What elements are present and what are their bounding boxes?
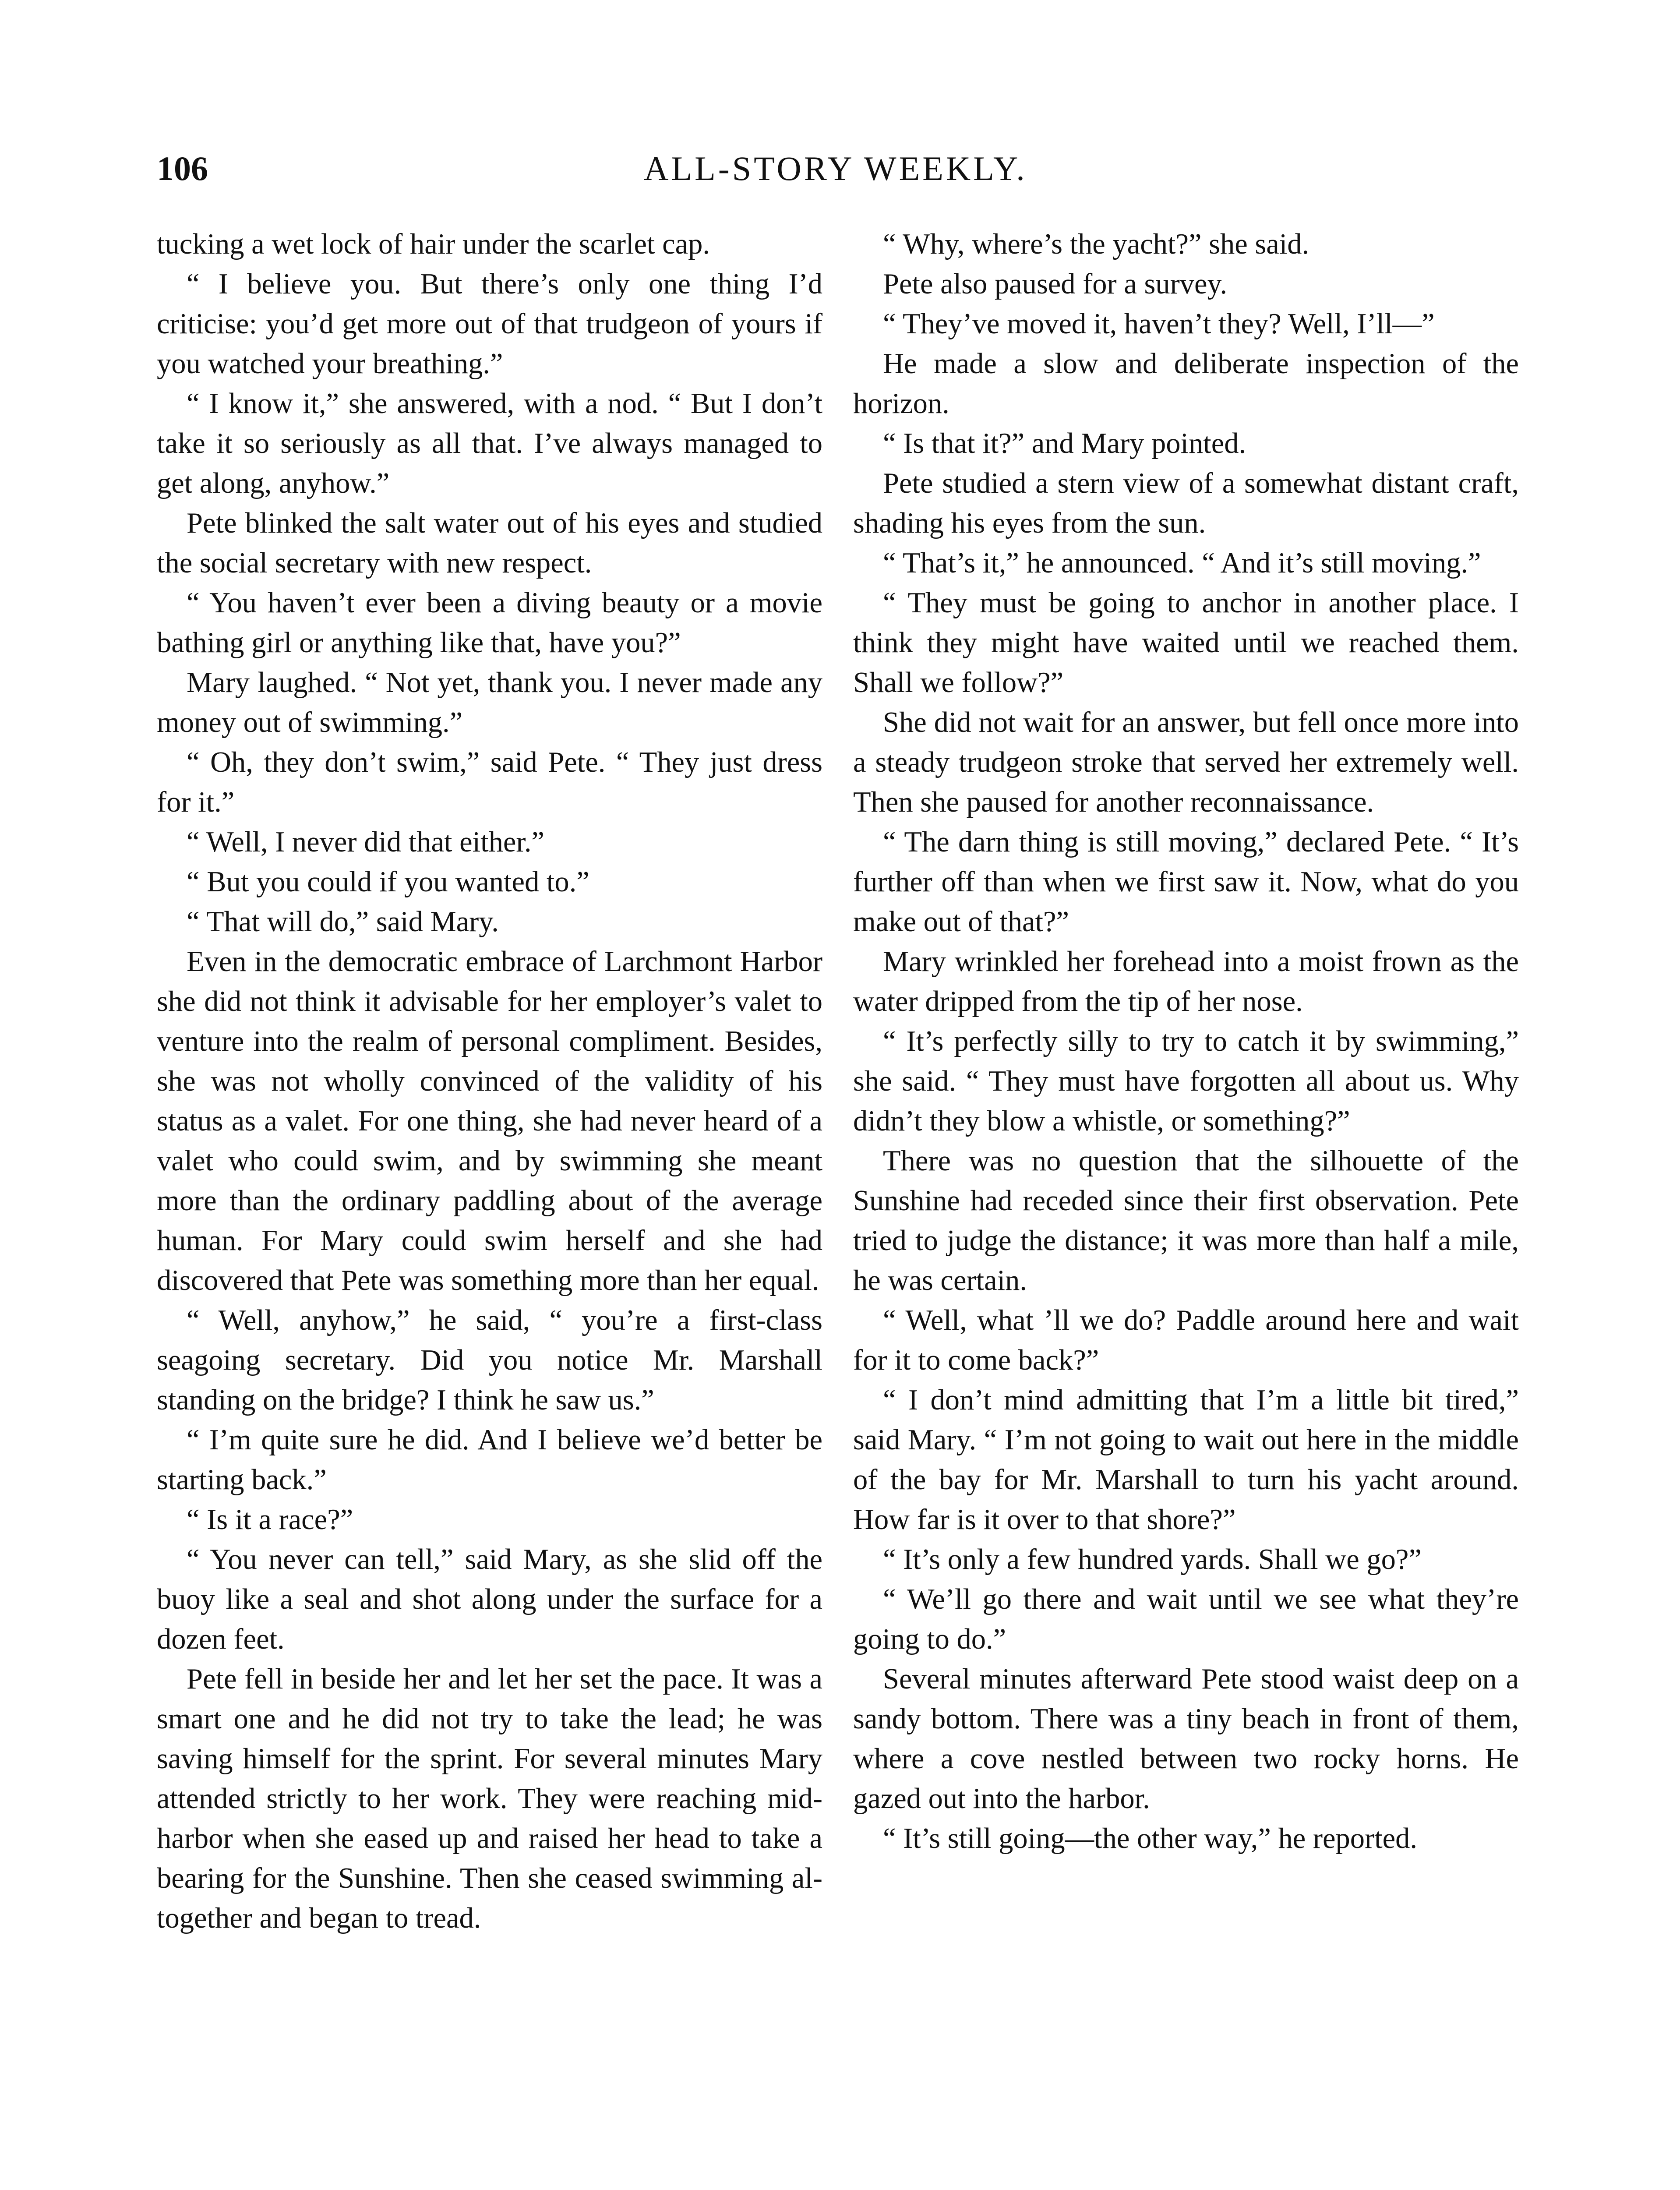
paragraph: “ Oh, they don’t swim,” said Pete. “ They just dress for it.” bbox=[157, 746, 822, 818]
paragraph: “ That’s it,” he announced. “ And it’s still moving.” bbox=[883, 547, 1481, 579]
paragraph: Even in the democratic embrace of Larchmont Harbor she did not think it advisable for her employer’s valet to venture into the realm of personal compliment. Besides, she was not wholly convinced of the validity of his status as a valet. For one thing, she had never heard of a valet who could swim, and by swimming she meant more than the ordinary paddling about of the average human. For Mary could swim herself and she had discovered that Pete was something more than her equal. bbox=[157, 946, 822, 1296]
paragraph: “ It’s perfectly silly to try to catch it by swimming,” she said. “ They must have forgotten all about us. Why didn’t they blow a whistle, or something?” bbox=[853, 1025, 1519, 1137]
paragraph: “ It’s still going—the other way,” he reported. bbox=[883, 1823, 1418, 1854]
paragraph: Pete fell in beside her and let her set the pace. It was a smart one and he did not try to take the lead; he was saving himself for the sprint. For several minutes Mary attended strictly to her work. They were reaching mid-harbor when she eased up and raised her head to take a bearing for the Sunshine. Then she ceased swimming altogether and began to tread. bbox=[157, 1663, 822, 1934]
paragraph: “ I know it,” she answered, with a nod. “ But I don’t take it so seriously as all that. I’ve always managed to get along, anyhow.” bbox=[157, 388, 822, 499]
paragraph: Pete blinked the salt water out of his eyes and studied the social secretary with new respect. bbox=[157, 507, 822, 579]
paragraph: “ Why, where’s the yacht?” she said. bbox=[883, 228, 1309, 260]
paragraph: “ I don’t mind admitting that I’m a little bit tired,” said Mary. “ I’m not going to wait out here in the middle of the bay for Mr. Marshall to turn his yacht around. How far is it over to that shore?” bbox=[853, 1384, 1519, 1536]
paragraph: Pete also paused for a survey. bbox=[883, 268, 1228, 300]
paragraph: Several minutes afterward Pete stood waist deep on a sandy bottom. There was a tiny beach in front of them, where a cove nestled between two rocky horns. He gazed out into the harbor. bbox=[853, 1663, 1519, 1815]
page-header bbox=[157, 145, 1514, 197]
running-title: ALL-STORY WEEKLY. bbox=[644, 149, 1027, 187]
right-column bbox=[853, 224, 1519, 1858]
paragraph: “ It’s only a few hundred yards. Shall we go?” bbox=[883, 1544, 1422, 1575]
paragraph: “ Well, I never did that either.” bbox=[187, 826, 544, 858]
paragraph: “ We’ll go there and wait until we see what they’re going to do.” bbox=[853, 1583, 1519, 1655]
paragraph: She did not wait for an answer, but fell once more into a steady trudgeon stroke that served her extremely well. Then she paused for another reconnaissance. bbox=[853, 706, 1519, 818]
paragraph: “ Is it a race?” bbox=[187, 1504, 353, 1536]
paragraph: tucking a wet lock of hair under the scarlet cap. bbox=[157, 228, 710, 260]
paragraph: “ Well, what ’ll we do? Paddle around here and wait for it to come back?” bbox=[853, 1304, 1519, 1376]
paragraph: “ You haven’t ever been a diving beauty or a movie bathing girl or anything like that, have you?” bbox=[157, 587, 822, 659]
paragraph: “ They must be going to anchor in another place. I think they might have waited until we reached them. Shall we follow?” bbox=[853, 587, 1519, 699]
paragraph: “ I’m quite sure he did. And I believe we’d better be starting back.” bbox=[157, 1424, 822, 1496]
paragraph: Mary laughed. “ Not yet, thank you. I never made any money out of swimming.” bbox=[157, 667, 822, 738]
paragraph: “ That will do,” said Mary. bbox=[187, 906, 499, 938]
paragraph: Pete studied a stern view of a somewhat distant craft, shading his eyes from the sun. bbox=[853, 467, 1519, 539]
left-column bbox=[157, 224, 822, 1938]
paragraph: “ Well, anyhow,” he said, “ you’re a first-class seagoing secretary. Did you notice Mr. Marshall standing on the bridge? I think he saw us.” bbox=[157, 1304, 822, 1416]
paragraph: “ I believe you. But there’s only one thing I’d criticise: you’d get more out of that trudgeon of yours if you watched your breathing.” bbox=[157, 268, 822, 380]
paragraph: “ The darn thing is still moving,” declared Pete. “ It’s further off than when we first saw it. Now, what do you make out of that?” bbox=[853, 826, 1519, 938]
paragraph: He made a slow and deliberate inspection of the horizon. bbox=[853, 348, 1519, 420]
paragraph: Mary wrinkled her forehead into a moist frown as the water dripped from the tip of her nose. bbox=[853, 946, 1519, 1017]
paragraph: “ They’ve moved it, haven’t they? Well, I’ll—” bbox=[883, 308, 1435, 340]
paragraph: “ You never can tell,” said Mary, as she slid off the buoy like a seal and shot along under the surface for a dozen feet. bbox=[157, 1544, 822, 1655]
paragraph: There was no question that the silhouette of the Sunshine had receded since their first observation. Pete tried to judge the distance; it was more than half a mile, he was certain. bbox=[853, 1145, 1519, 1296]
paragraph: “ Is that it?” and Mary pointed. bbox=[883, 427, 1246, 459]
page-number: 106 bbox=[157, 149, 208, 187]
paragraph: “ But you could if you wanted to.” bbox=[187, 866, 589, 898]
